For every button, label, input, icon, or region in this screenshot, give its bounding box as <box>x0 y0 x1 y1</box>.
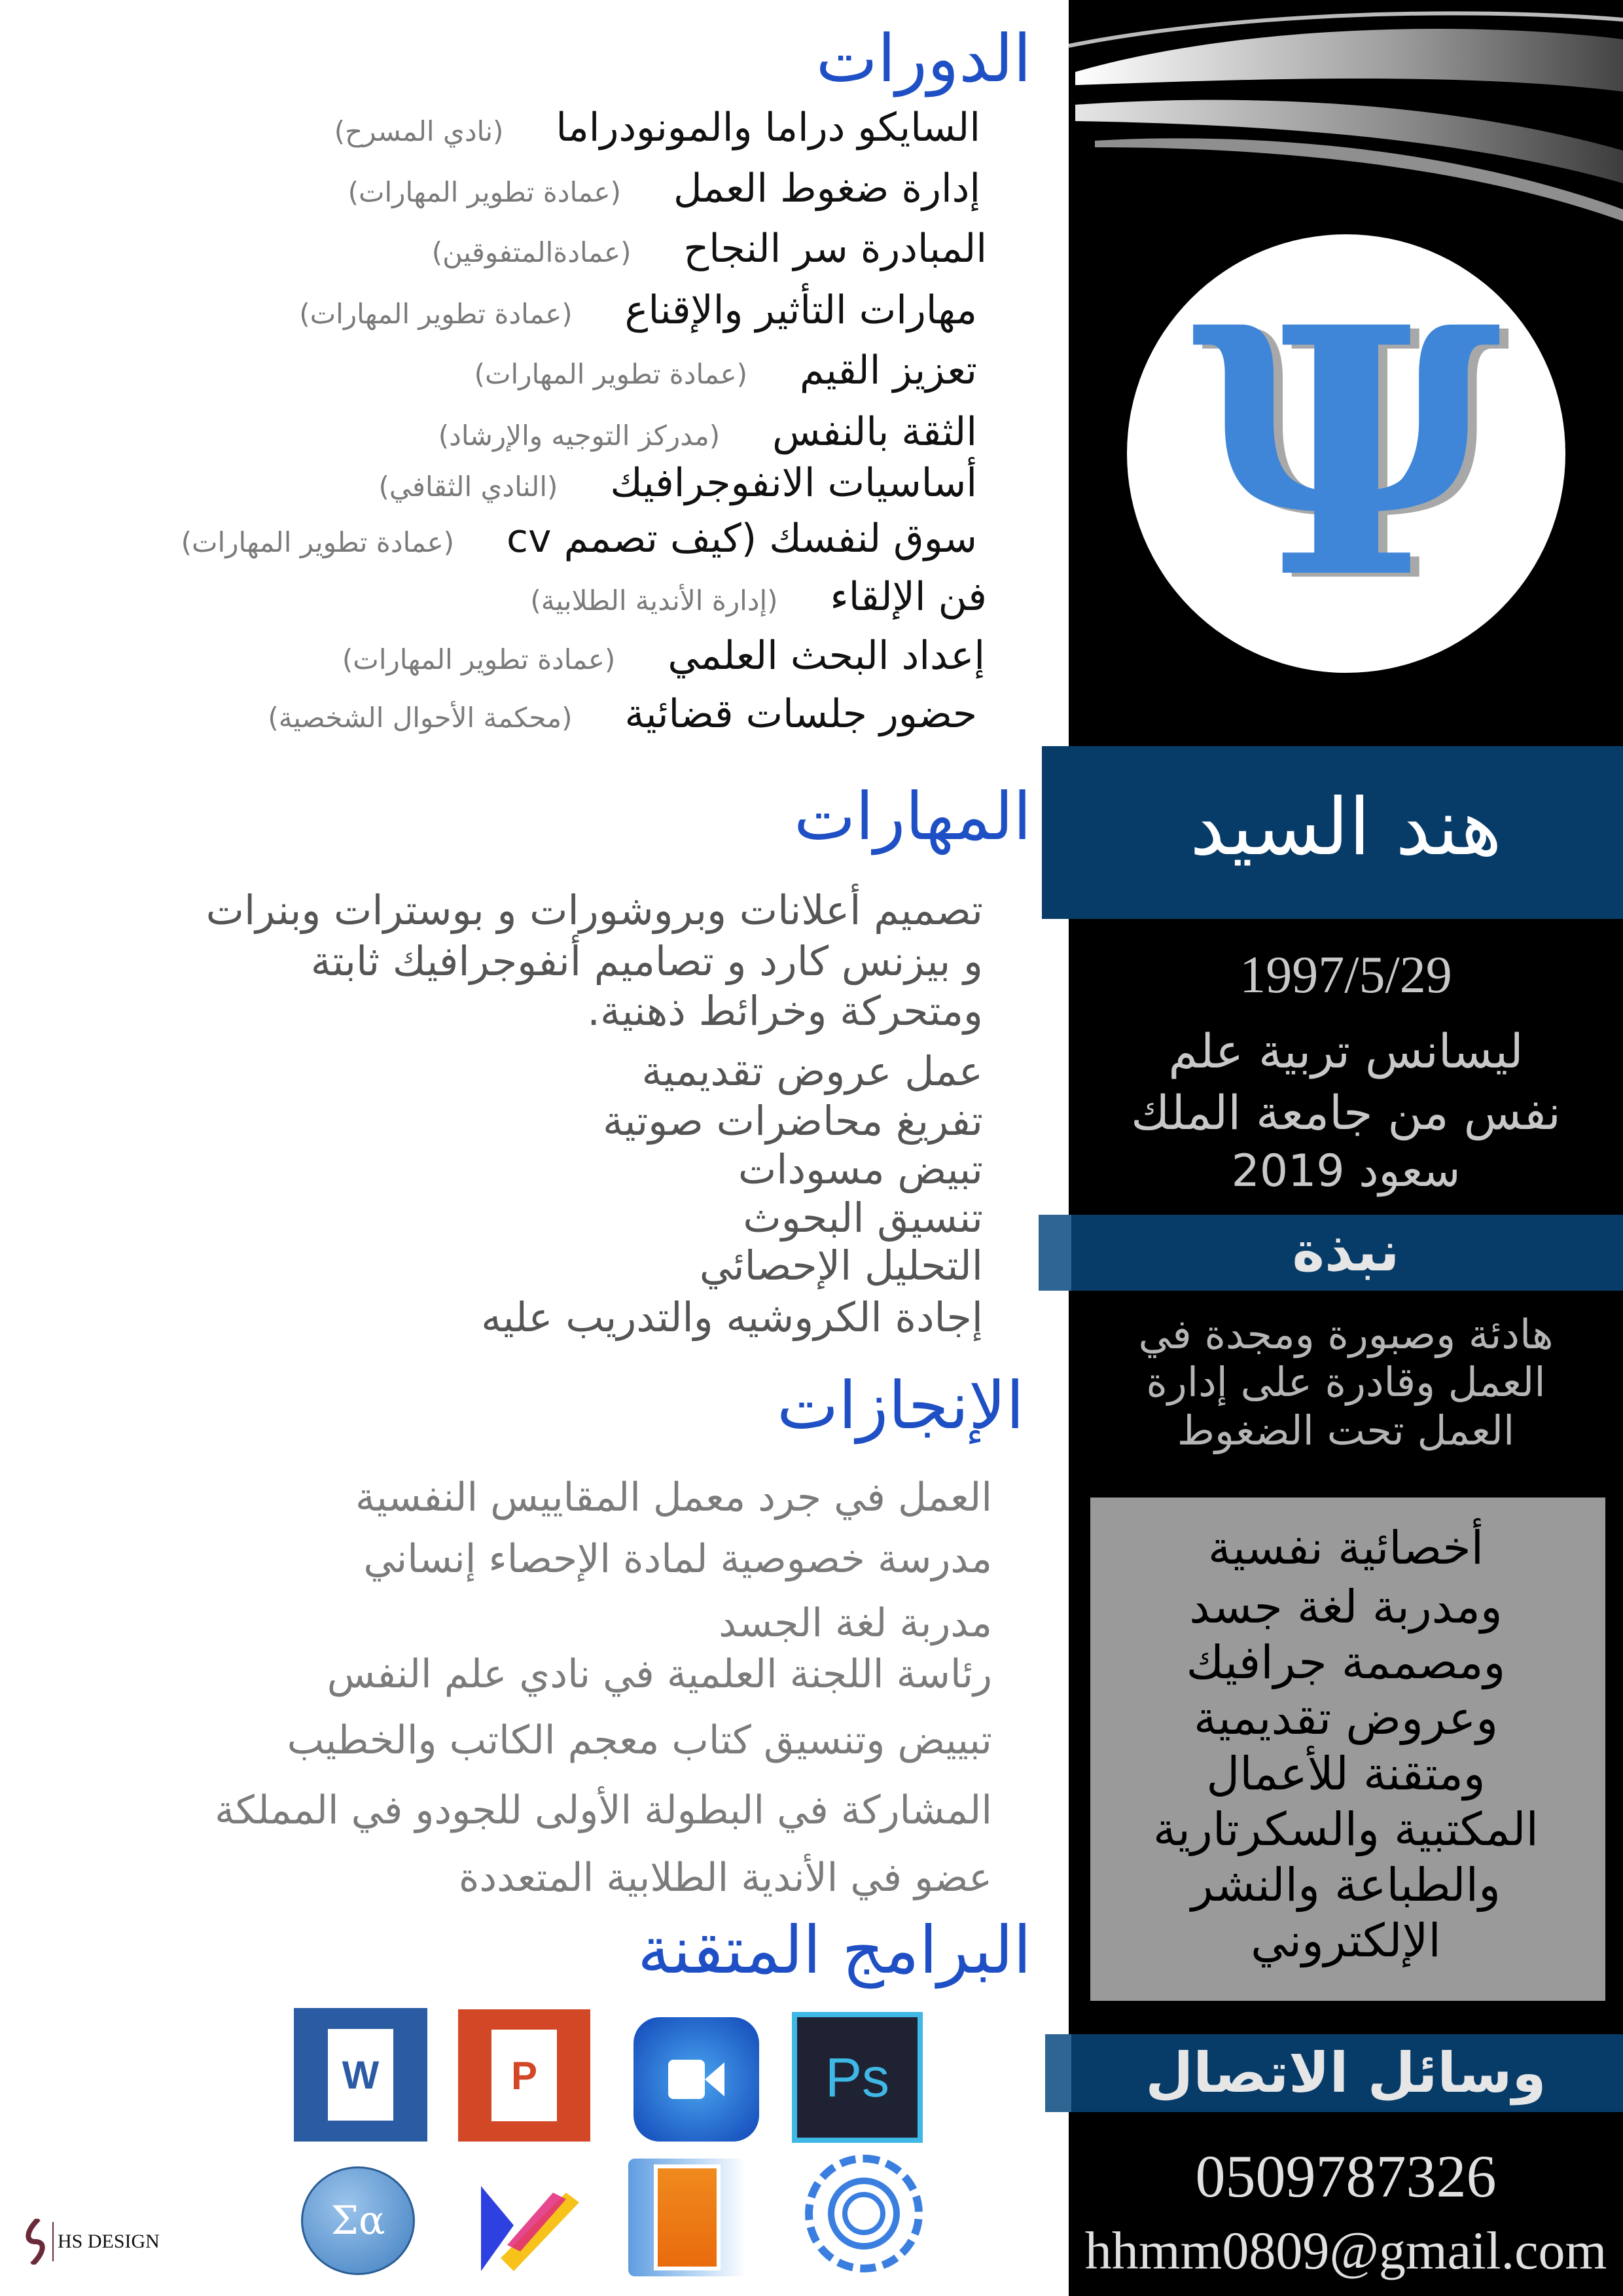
course-org: (عمادة تطوير المهارات) <box>299 298 573 330</box>
about-line: العمل تحت الضغوط <box>1177 1407 1515 1454</box>
about-band-accent <box>1039 1215 1071 1291</box>
course-name: مهارات التأثير والإقناع <box>624 287 977 333</box>
word-icon <box>294 2008 427 2142</box>
achievement-item: عضو في الأندية الطلابية المتعددة <box>458 1855 992 1901</box>
achievement-item: رئاسة اللجنة العلمية في نادي علم النفس <box>327 1651 992 1697</box>
course-item <box>334 105 980 151</box>
contact-title: وسائل الاتصال <box>1145 2041 1546 2105</box>
achievement-item: تبييض وتنسيق كتاب معجم الكاتب والخطيب <box>287 1717 992 1763</box>
skill-item: عمل عروض تقديمية <box>641 1047 983 1095</box>
course-org: (عمادةالمتفوقين) <box>431 236 632 268</box>
course-org: (محكمة الأحوال الشخصية) <box>268 702 573 734</box>
summary-line: وعروض تقديمية <box>1193 1691 1499 1745</box>
summary-line: ومصممة جرافيك <box>1186 1636 1506 1689</box>
course-org: (نادي المسرح) <box>334 115 504 147</box>
math-symbol: Σα <box>330 2198 385 2244</box>
header-swoosh-decoration <box>1069 0 1623 223</box>
course-item <box>342 633 985 679</box>
about-line: هادئة وصبورة ومجدة في <box>1138 1310 1554 1358</box>
skill-item: التحليل الإحصائي <box>699 1242 983 1289</box>
course-item <box>438 409 977 455</box>
course-org: (عمادة تطوير المهارات) <box>342 643 616 675</box>
achievement-item: مدرسة خصوصية لمادة الإحصاء إنساني <box>363 1536 992 1582</box>
course-org: (إدارة الأندية الطلابية) <box>530 584 778 617</box>
hs-logo-mark-icon <box>22 2219 48 2265</box>
skill-item: إجادة الكروشيه والتدريب عليه <box>481 1293 983 1341</box>
degree-line: سعود 2019 <box>1231 1145 1461 1197</box>
programs-heading: البرامج المتقنة <box>637 1912 1031 1988</box>
skill-line: ومتحركة وخرائط ذهنية. <box>587 987 983 1035</box>
summary-line: ومدربة لغة جسد <box>1189 1580 1503 1634</box>
course-name: تعزيز القيم <box>800 348 977 393</box>
course-item <box>348 166 980 211</box>
course-org: (عمادة تطوير المهارات) <box>348 176 621 208</box>
about-line: العمل وقادرة على إدارة <box>1146 1358 1546 1406</box>
profile-logo <box>1127 234 1565 673</box>
course-name: إدارة ضغوط العمل <box>673 166 980 211</box>
ppt-letter: P <box>491 2030 557 2121</box>
birth-date: 1997/5/29 <box>1240 946 1452 1004</box>
course-name: السايكو دراما والمونودراما <box>556 105 980 151</box>
summary-line: أخصائية نفسية <box>1207 1521 1484 1575</box>
course-name: أساسيات الانفوجرافيك <box>610 460 977 506</box>
courses-heading: الدورات <box>815 20 1031 97</box>
profile-name: هند السيد <box>1190 782 1502 873</box>
photoshop-icon <box>792 2012 923 2143</box>
psi-icon: Ψ <box>1190 253 1502 653</box>
about-title: نبذة <box>1292 1219 1400 1283</box>
course-org: (مدركز التوجيه والإرشاد) <box>438 420 721 452</box>
achievement-item: العمل في جرد معمل المقاييس النفسية <box>355 1475 992 1520</box>
course-item <box>181 516 977 562</box>
achievement-item: مدربة لغة الجسد <box>719 1600 992 1646</box>
skills-heading: المهارات <box>794 778 1031 855</box>
contact-band-accent <box>1045 2034 1071 2112</box>
photoshop-label: Ps <box>825 2046 890 2108</box>
summary-line: المكتبية والسكرتارية <box>1153 1803 1539 1856</box>
word-letter: W <box>328 2029 393 2121</box>
course-item <box>431 226 987 272</box>
skill-line: و بيزنس كارد و تصاميم أنفوجرافيك ثابتة <box>310 937 983 985</box>
course-name: فن الإلقاء <box>830 574 987 620</box>
email-address[interactable]: hhmm0809@gmail.com <box>1084 2221 1607 2280</box>
course-org: (عمادة تطوير المهارات) <box>181 526 455 558</box>
skill-item: تبيض مسودات <box>738 1145 983 1193</box>
xyz-app-icon <box>474 2179 586 2278</box>
course-name: سوق لنفسك (كيف تصمم cv <box>507 516 977 562</box>
course-item <box>378 460 977 506</box>
prezi-icon <box>805 2155 923 2272</box>
course-name: حضور جلسات قضائية <box>624 691 977 737</box>
course-name: الثقة بالنفس <box>772 409 977 455</box>
course-item <box>299 287 977 333</box>
course-item <box>530 574 987 620</box>
summary-line: ومتقنة للأعمال <box>1206 1747 1486 1801</box>
skill-item: تفريغ محاضرات صوتية <box>603 1097 983 1145</box>
degree-line: ليسانس تربية علم <box>1168 1024 1524 1079</box>
course-item <box>268 691 977 737</box>
skill-item: تنسيق البحوث <box>743 1194 983 1242</box>
course-org: (النادي الثقافي) <box>378 471 558 503</box>
summary-line: والطباعة والنشر <box>1191 1858 1501 1912</box>
achievements-heading: الإنجازات <box>777 1367 1024 1444</box>
movie-maker-icon <box>628 2159 746 2276</box>
degree-line: نفس من جامعة الملك <box>1131 1085 1561 1140</box>
course-name: المبادرة سر النجاح <box>683 226 987 272</box>
hs-design-text: HS DESIGN <box>58 2231 160 2252</box>
course-item <box>474 348 977 393</box>
mathtype-icon <box>301 2166 415 2275</box>
skill-line: تصميم أعلانات وبروشورات و بوسترات وبنرات <box>205 886 983 934</box>
course-name: إعداد البحث العلمي <box>668 633 985 679</box>
hs-design-logo <box>22 2219 160 2265</box>
course-org: (عمادة تطوير المهارات) <box>474 358 748 390</box>
achievement-item: المشاركة في البطولة الأولى للجودو في المملكة <box>215 1787 992 1833</box>
phone-number[interactable]: 0509787326 <box>1195 2143 1497 2210</box>
video-editor-icon <box>633 2017 759 2142</box>
powerpoint-icon <box>458 2009 590 2142</box>
summary-line: الإلكتروني <box>1251 1914 1441 1967</box>
